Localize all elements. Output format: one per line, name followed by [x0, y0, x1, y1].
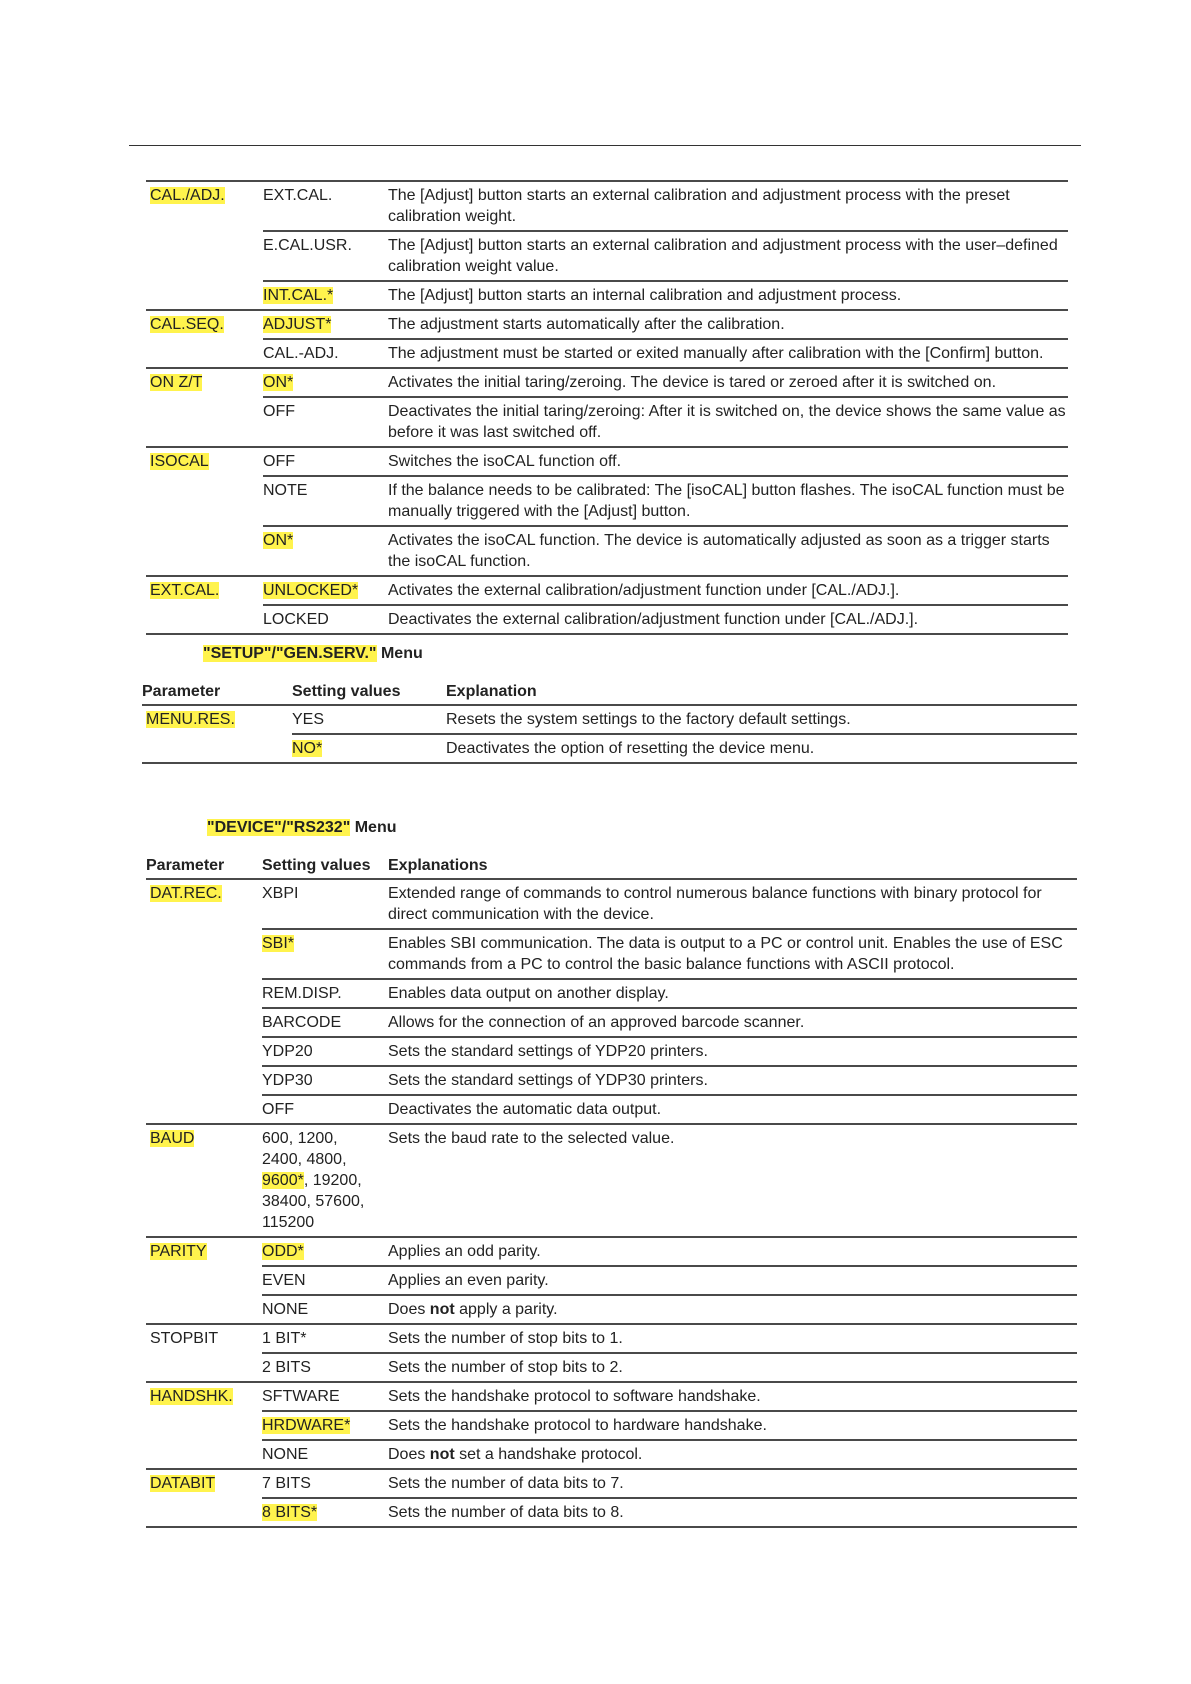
setting-value-cell: [263, 447, 388, 476]
setting-value-cell: [262, 1469, 388, 1498]
setting-value: EVEN: [262, 1272, 306, 1289]
explanation-cell: [446, 734, 1077, 763]
explanation-cell: [388, 181, 1068, 231]
setting-value-cell: [263, 339, 388, 368]
explanation-text: Sets the number of stop bits to 1.: [388, 1330, 623, 1347]
header-setting-values: Setting values: [262, 852, 388, 879]
parameter-cell: [146, 281, 263, 310]
table-row: [146, 1266, 1077, 1295]
explanation-cell: [388, 1382, 1077, 1411]
explanation-text: Allows for the connection of an approved barcode scanner.: [388, 1014, 805, 1031]
setting-value-cell: [262, 1353, 388, 1382]
explanation-cell: [388, 1037, 1077, 1066]
setting-value: XBPI: [262, 885, 299, 902]
explanation-text: Sets the baud rate to the selected value.: [388, 1130, 675, 1147]
table-row: [146, 368, 1068, 397]
setting-value: SBI*: [262, 935, 295, 952]
parameter-name: MENU.RES.: [146, 711, 235, 728]
explanation-cell: [388, 1124, 1077, 1237]
explanation-text: The [Adjust] button starts an internal calibration and adjustment process.: [388, 287, 902, 304]
parameter-name: DAT.REC.: [150, 885, 222, 902]
explanation-text: The adjustment starts automatically after the calibration.: [388, 316, 785, 333]
parameter-cell: [146, 1266, 262, 1295]
setting-value-cell: [263, 576, 388, 605]
setting-value: 1 BIT*: [262, 1330, 307, 1347]
explanation-cell: [388, 879, 1077, 929]
explanation-cell: [388, 1469, 1077, 1498]
table-row: [146, 281, 1068, 310]
setting-value: BARCODE: [262, 1014, 342, 1031]
table-row: [146, 1095, 1077, 1124]
setting-value: EXT.CAL.: [263, 187, 333, 204]
parameter-cell: [146, 447, 263, 476]
explanation-text: If the balance needs to be calibrated: The [isoCAL] button flashes. The isoCAL function must be manually triggered with the [Adjust] button.: [388, 482, 1065, 520]
explanation-text: Sets the number of stop bits to 2.: [388, 1359, 623, 1376]
header-parameter: Parameter: [142, 678, 292, 705]
explanation-cell: [388, 1353, 1077, 1382]
setting-value-cell: [263, 476, 388, 526]
table-row: [146, 1353, 1077, 1382]
parameter-cell: [146, 476, 263, 526]
explanation-text: Does: [388, 1446, 430, 1463]
setting-value: HRDWARE*: [262, 1417, 351, 1434]
baud-default-value: 9600*: [262, 1172, 304, 1189]
parameter-cell: [146, 1411, 262, 1440]
parameter-cell: [146, 526, 263, 576]
explanation-text: Activates the initial taring/zeroing. The device is tared or zeroed after it is switched on.: [388, 374, 997, 391]
explanation-text: Resets the system settings to the factory default settings.: [446, 711, 851, 728]
explanation-cell: [388, 929, 1077, 979]
parameter-cell: [146, 1498, 262, 1527]
explanation-cell: [388, 1498, 1077, 1527]
explanation-cell: [388, 1066, 1077, 1095]
setting-value-cell: [263, 310, 388, 339]
table-row: [142, 734, 1077, 763]
explanation-text: The [Adjust] button starts an external calibration and adjustment process with the user–defined calibration weight value.: [388, 237, 1058, 275]
explanation-cell: [388, 1095, 1077, 1124]
setting-value-cell: [263, 526, 388, 576]
setting-value-cell: [262, 1037, 388, 1066]
parameter-cell: [146, 1324, 262, 1353]
explanation-text: Sets the number of data bits to 7.: [388, 1475, 624, 1492]
setting-value: YDP30: [262, 1072, 313, 1089]
setting-value: 7 BITS: [262, 1475, 311, 1492]
explanation-cell: [388, 979, 1077, 1008]
explanation-cell: [388, 281, 1068, 310]
parameter-cell: [146, 1295, 262, 1324]
table-row: [146, 231, 1068, 281]
table-row: [142, 705, 1077, 734]
setting-value-cell: [262, 1124, 388, 1237]
parameter-cell: [142, 734, 292, 763]
parameter-cell: [146, 339, 263, 368]
setting-value-cell: [262, 1095, 388, 1124]
explanation-text: Extended range of commands to control numerous balance functions with binary protocol for direct communication with the device.: [388, 885, 1042, 923]
table-row: [146, 1324, 1077, 1353]
table-row: [146, 1498, 1077, 1527]
table-row: [146, 879, 1077, 929]
parameter-name: ISOCAL: [150, 453, 209, 470]
parameter-cell: [146, 1124, 262, 1237]
explanation-text: Deactivates the initial taring/zeroing: After it is switched on, the device shows the same value as before it was last switched off.: [388, 403, 1066, 441]
parameter-name: ON Z/T: [150, 374, 203, 391]
explanation-text: Enables SBI communication. The data is output to a PC or control unit. Enables the use of ESC commands from a PC to control the basic balance functions with ASCII protocol.: [388, 935, 1063, 973]
table-row: [146, 1382, 1077, 1411]
header-explanations: Explanations: [388, 852, 1077, 879]
explanation-cell: [446, 705, 1077, 734]
parameter-cell: [146, 605, 263, 634]
setting-value: YDP20: [262, 1043, 313, 1060]
explanation-cell: [388, 526, 1068, 576]
parameter-cell: [146, 929, 262, 979]
parameter-cell: [146, 310, 263, 339]
setting-value-cell: [263, 181, 388, 231]
setting-value-cell: [262, 1440, 388, 1469]
setting-value: CAL.-ADJ.: [263, 345, 339, 362]
explanation-text: set a handshake protocol.: [454, 1446, 643, 1463]
setting-value-cell: [262, 1498, 388, 1527]
explanation-text: Does: [388, 1301, 430, 1318]
setting-value: 2 BITS: [262, 1359, 311, 1376]
table-row: [146, 1124, 1077, 1237]
explanation-text: Deactivates the automatic data output.: [388, 1101, 662, 1118]
header-parameter: Parameter: [146, 852, 262, 879]
parameter-cell: [146, 1008, 262, 1037]
explanation-text: The [Adjust] button starts an external calibration and adjustment process with the preset calibration weight.: [388, 187, 1010, 225]
device-menu-title: "DEVICE"/"RS232" Menu: [207, 819, 397, 836]
setting-value: INT.CAL.*: [263, 287, 334, 304]
table-row: [146, 339, 1068, 368]
header-explanation: Explanation: [446, 678, 1077, 705]
explanation-text: Switches the isoCAL function off.: [388, 453, 622, 470]
explanation-text: Deactivates the external calibration/adjustment function under [CAL./ADJ.].: [388, 611, 919, 628]
parameter-name: CAL.SEQ.: [150, 316, 224, 333]
parameter-cell: [146, 1066, 262, 1095]
parameter-cell: [142, 705, 292, 734]
table-row: [146, 1440, 1077, 1469]
setup-menu-table-body: [142, 705, 1077, 763]
setup-menu-title: "SETUP"/"GEN.SERV." Menu: [203, 645, 423, 662]
parameter-name: HANDSHK.: [150, 1388, 233, 1405]
setting-value-cell: [263, 368, 388, 397]
table-row: [146, 576, 1068, 605]
setting-value: OFF: [263, 453, 295, 470]
setting-value: SFTWARE: [262, 1388, 340, 1405]
table-row: [146, 310, 1068, 339]
setting-value-cell: [292, 734, 446, 763]
parameter-cell: [146, 181, 263, 231]
setting-value: NONE: [262, 1446, 309, 1463]
setting-value-cell: [262, 1295, 388, 1324]
setting-value-cell: [262, 1066, 388, 1095]
parameter-cell: [146, 397, 263, 447]
setting-value: UNLOCKED*: [263, 582, 359, 599]
calibration-table: [146, 180, 1068, 635]
baud-values-pre: 600, 1200, 2400, 4800,: [262, 1130, 347, 1168]
explanation-cell: [388, 231, 1068, 281]
setting-value-cell: [262, 979, 388, 1008]
explanation-text: Sets the number of data bits to 8.: [388, 1504, 624, 1521]
parameter-cell: [146, 1382, 262, 1411]
setting-value-cell: [263, 281, 388, 310]
explanation-cell: [388, 447, 1068, 476]
setting-value-cell: [262, 929, 388, 979]
explanation-cell: [388, 1008, 1077, 1037]
explanation-cell: [388, 1266, 1077, 1295]
explanation-cell: [388, 1295, 1077, 1324]
device-menu-table: [146, 852, 1077, 1528]
parameter-cell: [146, 231, 263, 281]
device-menu-table-body: [146, 879, 1077, 1527]
parameter-cell: [146, 1353, 262, 1382]
explanation-cell: [388, 576, 1068, 605]
explanation-text: Applies an even parity.: [388, 1272, 549, 1289]
table-row: [146, 1295, 1077, 1324]
setting-value: REM.DISP.: [262, 985, 342, 1002]
explanation-text: Enables data output on another display.: [388, 985, 669, 1002]
parameter-name: CAL./ADJ.: [150, 187, 225, 204]
setting-value: NONE: [262, 1301, 309, 1318]
table-row: [146, 1237, 1077, 1266]
table-row: [146, 397, 1068, 447]
explanation-text: Applies an odd parity.: [388, 1243, 541, 1260]
parameter-name: PARITY: [150, 1243, 207, 1260]
explanation-text: Activates the external calibration/adjustment function under [CAL./ADJ.].: [388, 582, 900, 599]
parameter-cell: [146, 1095, 262, 1124]
setting-value-cell: [262, 1008, 388, 1037]
explanation-text: Sets the standard settings of YDP20 printers.: [388, 1043, 708, 1060]
explanation-cell: [388, 397, 1068, 447]
setting-value-cell: [262, 1382, 388, 1411]
table-row: [146, 1411, 1077, 1440]
table-row: [146, 929, 1077, 979]
setting-value-cell: [262, 1266, 388, 1295]
parameter-name: EXT.CAL.: [150, 582, 220, 599]
table-row: [146, 526, 1068, 576]
setting-value: ON*: [263, 532, 294, 549]
table-row: [146, 605, 1068, 634]
parameter-cell: [146, 1440, 262, 1469]
setting-value: LOCKED: [263, 611, 329, 628]
setting-value-cell: [262, 879, 388, 929]
table-row: [146, 1008, 1077, 1037]
explanation-cell: [388, 1324, 1077, 1353]
setting-value-cell: [263, 605, 388, 634]
explanation-text: Sets the standard settings of YDP30 printers.: [388, 1072, 708, 1089]
setting-value: YES: [292, 711, 325, 728]
baud-values-post: , 19200, 38400, 57600, 115200: [262, 1172, 365, 1231]
table-row: [146, 979, 1077, 1008]
table-row: [146, 447, 1068, 476]
header-rule: [129, 145, 1081, 146]
explanation-cell: [388, 339, 1068, 368]
explanation-cell: [388, 1237, 1077, 1266]
explanation-cell: [388, 476, 1068, 526]
parameter-cell: [146, 1469, 262, 1498]
table-row: [146, 476, 1068, 526]
setting-value-cell: [292, 705, 446, 734]
table-row: [146, 181, 1068, 231]
explanation-cell: [388, 1411, 1077, 1440]
setting-value: OFF: [263, 403, 295, 420]
parameter-cell: [146, 368, 263, 397]
table-row: [146, 1037, 1077, 1066]
parameter-cell: [146, 1037, 262, 1066]
setting-value: OFF: [262, 1101, 294, 1118]
setting-value: E.CAL.USR.: [263, 237, 352, 254]
parameter-cell: [146, 576, 263, 605]
setting-value: ON*: [263, 374, 294, 391]
parameter-name: STOPBIT: [150, 1330, 219, 1347]
setting-value-cell: [262, 1411, 388, 1440]
explanation-text: Sets the handshake protocol to hardware handshake.: [388, 1417, 767, 1434]
explanation-cell: [388, 1440, 1077, 1469]
table-row: [146, 1066, 1077, 1095]
table-row: [146, 1469, 1077, 1498]
explanation-text: Deactivates the option of resetting the device menu.: [446, 740, 815, 757]
explanation-emphasis: not: [429, 1301, 455, 1318]
calibration-table-body: [146, 181, 1068, 634]
parameter-cell: [146, 1237, 262, 1266]
explanation-cell: [388, 310, 1068, 339]
explanation-text: Activates the isoCAL function. The device is automatically adjusted as soon as a trigger starts the isoCAL function.: [388, 532, 1050, 570]
setting-value-cell: [263, 231, 388, 281]
setting-value-cell: [262, 1237, 388, 1266]
parameter-cell: [146, 879, 262, 929]
setting-value: 8 BITS*: [262, 1504, 318, 1521]
setting-value: ADJUST*: [263, 316, 332, 333]
parameter-name: DATABIT: [150, 1475, 216, 1492]
header-setting-values: Setting values: [292, 678, 446, 705]
explanation-emphasis: not: [429, 1446, 455, 1463]
explanation-text: The adjustment must be started or exited manually after calibration with the [Confirm] button.: [388, 345, 1044, 362]
setting-value: NOTE: [263, 482, 308, 499]
parameter-name: BAUD: [150, 1130, 195, 1147]
explanation-text: apply a parity.: [454, 1301, 558, 1318]
setting-value-cell: [262, 1324, 388, 1353]
explanation-cell: [388, 605, 1068, 634]
setting-value: NO*: [292, 740, 323, 757]
setting-value-cell: [263, 397, 388, 447]
explanation-text: Sets the handshake protocol to software handshake.: [388, 1388, 761, 1405]
parameter-cell: [146, 979, 262, 1008]
setting-value: ODD*: [262, 1243, 304, 1260]
setup-menu-table: [142, 678, 1077, 764]
explanation-cell: [388, 368, 1068, 397]
